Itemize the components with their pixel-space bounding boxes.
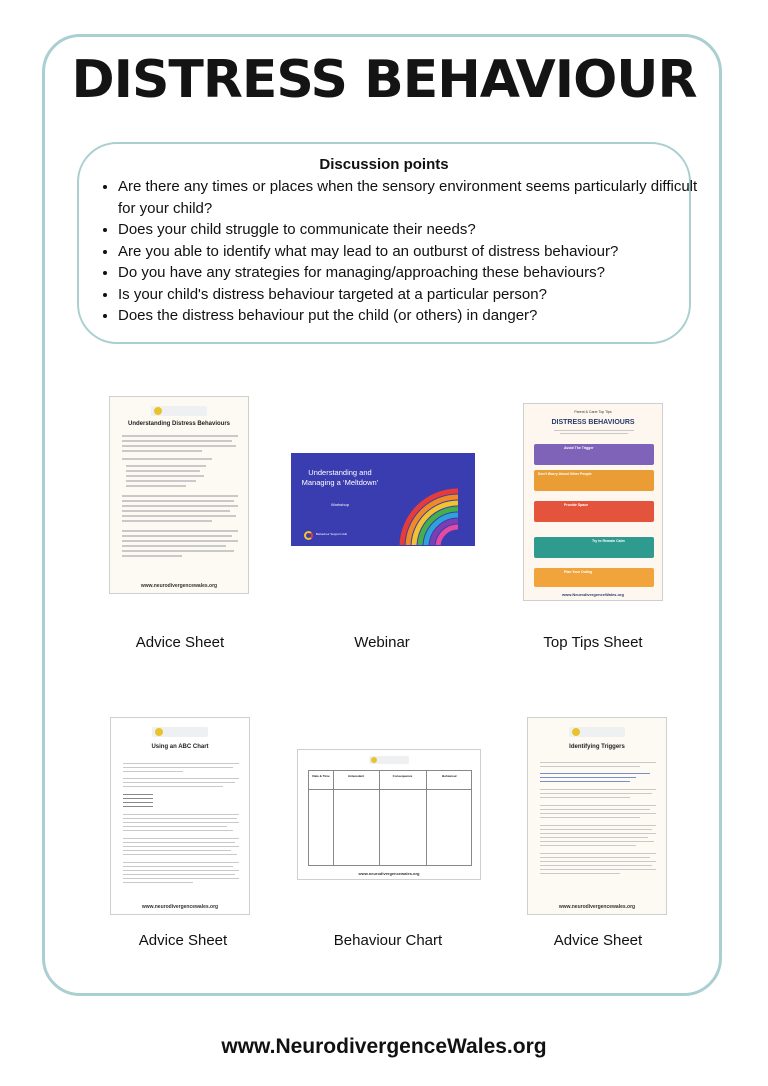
tip-title: Try to Remain Calm xyxy=(592,539,625,543)
logo-image xyxy=(151,406,207,416)
tip-title: Plan Your Outing xyxy=(564,570,593,574)
resource-caption: Top Tips Sheet xyxy=(543,634,643,651)
resource-caption: Behaviour Chart xyxy=(333,932,443,949)
discussion-item: • Is your child's distress behaviour targeted at a particular person? xyxy=(118,284,698,306)
discussion-item: • Are you able to identify what may lead to an outburst of distress behaviour? xyxy=(118,241,698,263)
footer-url[interactable]: www.NeurodivergenceWales.org xyxy=(221,1035,547,1058)
webinar-subtitle: Workshop xyxy=(331,502,349,507)
discussion-item: • Are there any times or places when the sensory environment seems particularly difficult for your child? xyxy=(118,176,698,219)
discussion-item: • Does the distress behaviour put the child (or others) in danger? xyxy=(118,305,698,327)
resource-caption: Advice Sheet xyxy=(138,932,228,949)
behaviour-chart-thumbnail[interactable] xyxy=(297,749,481,880)
tip-title: Don't Worry About Other People xyxy=(538,472,592,476)
tips-footer: www.NeurodivergenceWales.org xyxy=(562,592,624,597)
discussion-item: • Does your child struggle to communicate their needs? xyxy=(118,219,698,241)
doc-title: Identifying Triggers xyxy=(569,744,625,750)
logo-image xyxy=(369,756,409,764)
logo-image xyxy=(569,727,625,737)
tip-title: Avoid The Trigger xyxy=(564,446,594,450)
resource-caption: Advice Sheet xyxy=(135,634,225,651)
tip-card xyxy=(534,537,654,558)
doc-title: Using an ABC Chart xyxy=(151,744,209,750)
logo-image xyxy=(152,727,208,737)
resource-caption: Webinar xyxy=(354,634,410,651)
tips-title: DISTRESS BEHAVIOURS xyxy=(551,419,635,426)
doc-title: Understanding Distress Behaviours xyxy=(127,421,231,427)
chart-table xyxy=(308,770,472,866)
tip-card xyxy=(534,444,654,465)
column-header: Date & Time xyxy=(312,774,330,778)
column-header: Behaviour xyxy=(442,774,457,778)
tip-card xyxy=(534,470,654,491)
rainbow-image xyxy=(292,454,475,546)
discussion-heading: Discussion points xyxy=(319,156,449,173)
tip-title: Provide Space xyxy=(564,503,589,507)
webinar-thumbnail[interactable] xyxy=(291,453,475,546)
resource-caption: Advice Sheet xyxy=(553,932,643,949)
page-title: DISTRESS BEHAVIOUR xyxy=(71,50,697,110)
webinar-title: Understanding and Managing a ‘Meltdown’ xyxy=(301,468,379,487)
tip-card xyxy=(534,568,654,587)
tip-card xyxy=(534,501,654,522)
doc-footer: www.neurodivergencewales.org xyxy=(141,904,219,910)
column-header: Consequence xyxy=(392,774,413,778)
discussion-list xyxy=(100,176,698,327)
discussion-item: • Do you have any strategies for managing/approaching these behaviours? xyxy=(118,262,698,284)
advice-sheet-thumbnail[interactable] xyxy=(109,396,249,594)
tips-header: Parent & Carer Top Tips xyxy=(574,410,612,414)
doc-footer: www.neurodivergencewales.org xyxy=(358,871,420,876)
column-header: Antecedent xyxy=(347,774,365,778)
doc-footer: www.neurodivergencewales.org xyxy=(140,583,218,589)
top-tips-thumbnail[interactable] xyxy=(523,403,663,601)
doc-footer: www.neurodivergencewales.org xyxy=(558,904,636,910)
advice-sheet-thumbnail[interactable] xyxy=(527,717,667,915)
advice-sheet-thumbnail[interactable] xyxy=(110,717,250,915)
webinar-brand: Behaviour Support Hub xyxy=(316,532,348,536)
